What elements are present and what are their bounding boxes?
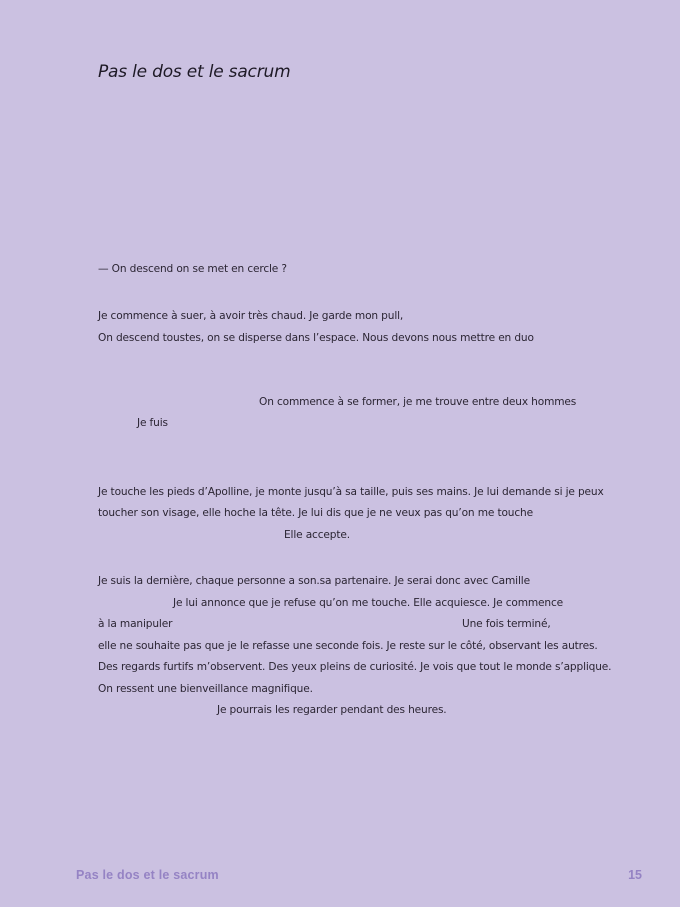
text-line: Je commence à suer, à avoir très chaud. Je garde mon pull, xyxy=(98,310,404,322)
page-number: 15 xyxy=(628,868,642,882)
text-line: Je fuis xyxy=(137,417,168,429)
text-line: Des regards furtifs m’observent. Des yeux pleins de curiosité. Je vois que tout le monde s’applique. xyxy=(98,661,612,673)
text-line: toucher son visage, elle hoche la tête. Je lui dis que je ne veux pas qu’on me touche xyxy=(98,507,533,519)
text-line: Je lui annonce que je refuse qu’on me touche. Elle acquiesce. Je commence xyxy=(173,597,564,609)
text-line: On commence à se former, je me trouve entre deux hommes xyxy=(259,396,577,408)
text-line: Elle accepte. xyxy=(284,529,350,541)
text-line: On descend toustes, on se disperse dans l’espace. Nous devons nous mettre en duo xyxy=(98,332,534,344)
text-line: Je touche les pieds d’Apolline, je monte jusqu’à sa taille, puis ses mains. Je lui demande si je peux xyxy=(98,486,604,498)
text-line: Une fois terminé, xyxy=(462,618,551,630)
text-line: Je pourrais les regarder pendant des heures. xyxy=(217,704,447,716)
text-line: elle ne souhaite pas que je le refasse une seconde fois. Je reste sur le côté, observant les autres. xyxy=(98,640,598,652)
text-line: à la manipuler xyxy=(98,618,173,630)
text-line: Je suis la dernière, chaque personne a son.sa partenaire. Je serai donc avec Camille xyxy=(98,575,530,587)
page-title: Pas le dos et le sacrum xyxy=(98,62,291,82)
text-line: — On descend on se met en cercle ? xyxy=(98,263,287,275)
running-title: Pas le dos et le sacrum xyxy=(76,868,219,882)
text-line: On ressent une bienveillance magnifique. xyxy=(98,683,313,695)
